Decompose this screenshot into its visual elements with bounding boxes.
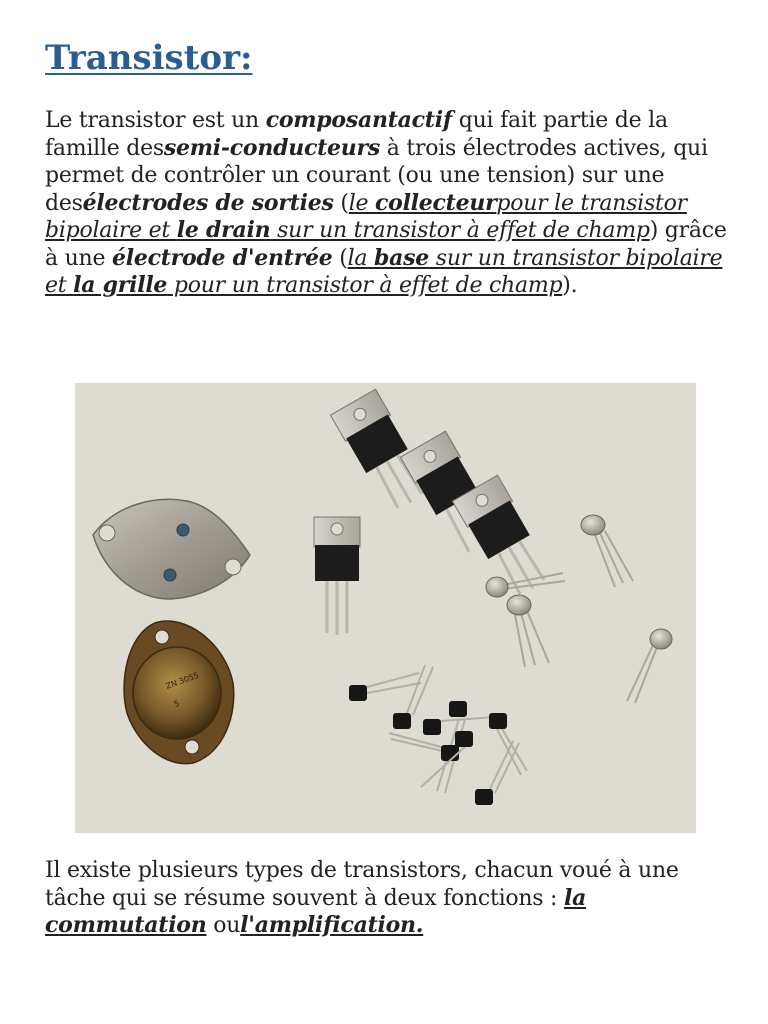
- to92-transistor-5: [389, 733, 459, 761]
- link-amplification-term: l'amplification.: [240, 912, 424, 938]
- link-drain-suffix: sur un transistor à effet de champ: [270, 218, 650, 243]
- can-marking-1: ZN 3055: [164, 670, 200, 691]
- intro-text-7: ).: [562, 273, 578, 298]
- to18-transistor-3: [507, 595, 549, 667]
- link-commutation-term: la commutation: [45, 884, 587, 938]
- intro-text-3: à trois électrodes actives, qui permet de contrôler un courant (ou une tension) sur une des: [45, 135, 708, 216]
- can-marking-2: 5: [172, 698, 181, 709]
- link-grille-suffix: pour un transistor à effet de champ: [167, 273, 563, 298]
- to92-transistor-8: [475, 741, 519, 805]
- intro-text-1: Le transistor est un: [45, 108, 266, 133]
- link-drain-term: le drain: [176, 217, 271, 243]
- term-electrodes-sorties: électrodes de sorties: [82, 189, 334, 216]
- transistors-illustration: [75, 383, 696, 833]
- intro-text-6: (: [332, 245, 348, 271]
- to3-metal-transistor: [93, 499, 250, 599]
- outro-text-2: ou: [206, 913, 241, 938]
- link-grille-term: la grille: [73, 272, 168, 298]
- to18-transistor-4: [627, 629, 672, 703]
- to3-gold-transistor: [124, 621, 234, 764]
- intro-text-2: qui fait partie de la famille des: [45, 108, 668, 161]
- link-base-suffix: sur un transistor bipolaire et: [45, 245, 723, 298]
- to92-transistor-1: [349, 673, 421, 701]
- outro-text-1: Il existe plusieurs types de transistors, chacun voué à une tâche qui se résume souvent à deux fonctions :: [45, 858, 679, 911]
- term-semi-conducteurs: semi-conducteurs: [163, 134, 381, 161]
- page-title: Transistor:: [45, 38, 253, 78]
- link-collecteur-prefix: le: [348, 190, 375, 216]
- transistors-photo: [75, 383, 696, 833]
- to220-transistor-4: [314, 517, 360, 635]
- link-base-prefix: la: [347, 245, 375, 271]
- intro-paragraph: [45, 107, 735, 300]
- link-amplification[interactable]: [240, 913, 423, 938]
- link-collecteur-suffix: pour le transistor bipolaire et: [45, 190, 687, 243]
- term-composant-actif: composantactif: [265, 107, 453, 133]
- link-base-term: base: [374, 244, 430, 271]
- term-electrode-entree: électrode d'entrée: [111, 244, 333, 271]
- intro-text-4: (: [333, 190, 349, 216]
- link-collecteur-term: collecteur: [375, 189, 497, 216]
- outro-paragraph: [45, 857, 735, 940]
- intro-text-5: ) grâce à une: [45, 218, 727, 271]
- to18-transistor-1: [581, 515, 633, 587]
